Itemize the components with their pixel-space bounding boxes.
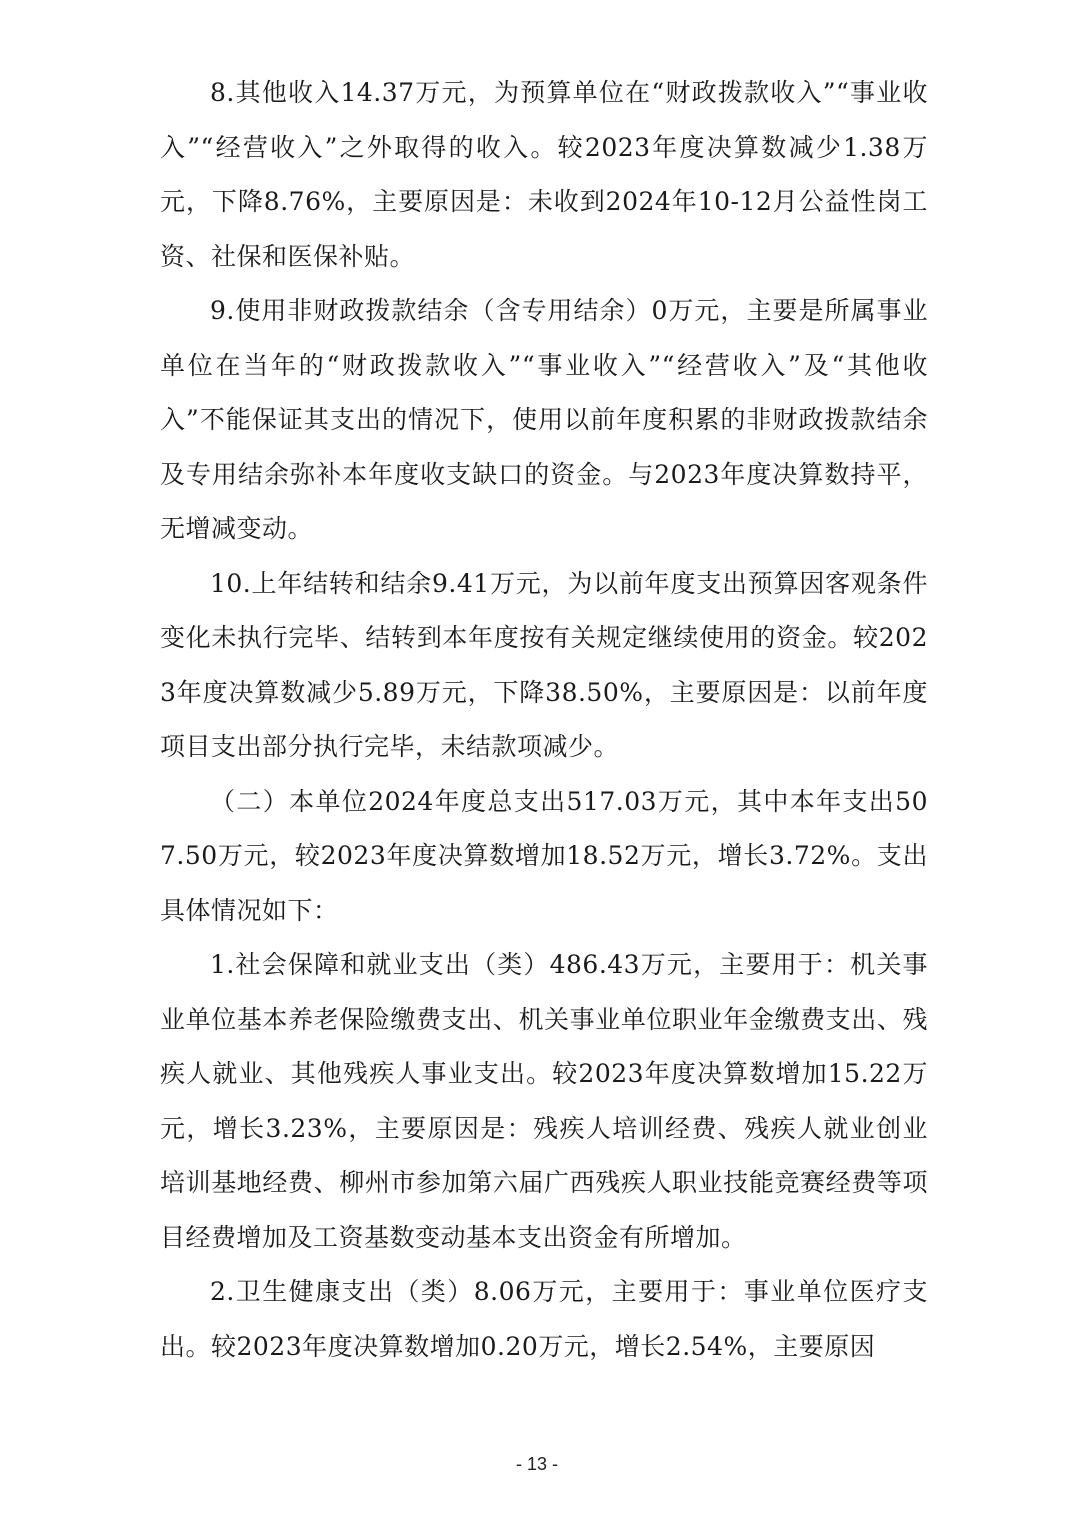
paragraph-other-income: 8.其他收入14.37万元，为预算单位在“财政拨款收入”“事业收入”“经营收入”之外取得的收入。较2023年度决算数减少1.38万元，下降8.76%，主要原因是：未收到2024年10-12月公益性岗工资、社保和医保补贴。 — [160, 78, 928, 271]
paragraph-non-fiscal-balance: 9.使用非财政拨款结余（含专用结余）0万元，主要是所属事业单位在当年的“财政拨款收入”“事业收入”“经营收入”及“其他收入”不能保证其支出的情况下，使用以前年度积累的非财政拨款结余及专用结余弥补本年度收支缺口的资金。与2023年度决算数持平，无增减变动。 — [160, 296, 928, 543]
paragraph-social-security-expenditure: 1.社会保障和就业支出（类）486.43万元，主要用于：机关事业单位基本养老保险缴费支出、机关事业单位职业年金缴费支出、残疾人就业、其他残疾人事业支出。较2023年度决算数增加15.22万元，增长3.23%，主要原因是：残疾人培训经费、残疾人就业创业培训基地经费、柳州市参加第六届广西残疾人职业技能竞赛经费等项目经费增加及工资基数变动基本支出资金有所增加。 — [160, 950, 928, 1252]
paragraph-carryover-balance: 10.上年结转和结余9.41万元，为以前年度支出预算因客观条件变化未执行完毕、结转到本年度按有关规定继续使用的资金。较2023年度决算数减少5.89万元，下降38.50%，主要原因是：以前年度项目支出部分执行完毕，未结款项减少。 — [160, 568, 928, 761]
document-body — [160, 66, 928, 1374]
paragraph-health-expenditure: 2.卫生健康支出（类）8.06万元，主要用于：事业单位医疗支出。较2023年度决算数增加0.20万元，增长2.54%，主要原因 — [160, 1277, 928, 1361]
page-number: - 13 - — [515, 1454, 558, 1474]
paragraph-total-expenditure: （二）本单位2024年度总支出517.03万元，其中本年支出507.50万元，较2023年度决算数增加18.52万元，增长3.72%。支出具体情况如下： — [160, 786, 928, 925]
